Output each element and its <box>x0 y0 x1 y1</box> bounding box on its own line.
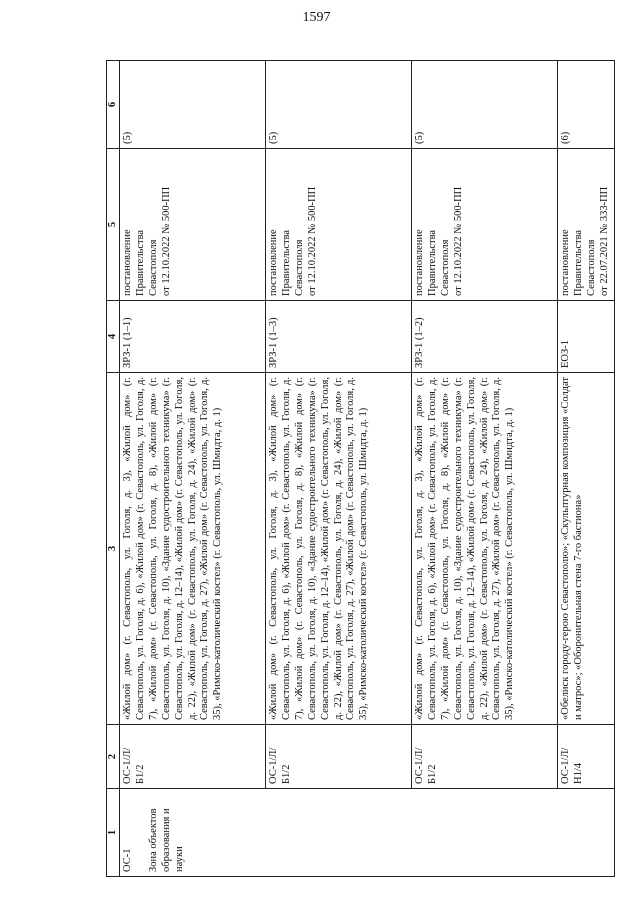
page-number: 1597 <box>302 10 331 25</box>
objects-cell: «Жилой дом» (г. Севастополь, ул. Гоголя, д. 3), «Жилой дом» (г. Севастополь, ул. Гоголя, д. 6), «Жилой дом» (г. Севастополь, ул. Гоголя, д. 7), «Жилой дом» (г. Севастополь, ул. Гоголя, д. 8), «Жилой дом» (г. Севастополь, ул. Гоголя, д. 10), «Здание судостроительного техникума» (г. Севастополь, ул. Гоголя, д. 12–14), «Жилой дом» (г. Севастополь, ул. Гоголя, д. 22), «Жилой дом» (г. Севастополь, ул. Гоголя, д. 24), «Жилой дом» (г. Севастополь, ул. Гоголя, д. 27), «Жилой дом» (г. Севастополь, ул. Гоголя, д. 35), «Римско-католический костел» (г. Севастополь, ул. Шмидта, д. 1) <box>266 373 412 725</box>
header-col-4: 4 <box>107 301 120 373</box>
regime-cell: ЗРЗ-1 (1–3) <box>266 301 412 373</box>
objects-cell: «Жилой дом» (г. Севастополь, ул. Гоголя, д. 3), «Жилой дом» (г. Севастополь, ул. Гоголя, д. 6), «Жилой дом» (г. Севастополь, ул. Гоголя, д. 7), «Жилой дом» (г. Севастополь, ул. Гоголя, д. 8), «Жилой дом» (г. Севастополь, ул. Гоголя, д. 10), «Здание судостроительного техникума» (г. Севастополь, ул. Гоголя, д. 12–14), «Жилой дом» (г. Севастополь, ул. Гоголя, д. 22), «Жилой дом» (г. Севастополь, ул. Гоголя, д. 24), «Жилой дом» (г. Севастополь, ул. Гоголя, д. 27), «Жилой дом» (г. Севастополь, ул. Гоголя, д. 35), «Римско-католический костел» (г. Севастополь, ул. Шмидта, д. 1) <box>412 373 558 725</box>
index-cell: ОС-1/Л/Б1/2 <box>412 725 558 789</box>
act-cell: постановление Правительства Севастополя от 12.10.2022 № 500-ПП <box>266 149 412 301</box>
zones-table <box>106 60 615 877</box>
note-cell: (6) <box>558 61 615 149</box>
table-row <box>266 61 412 877</box>
header-col-2: 2 <box>107 725 120 789</box>
header-col-6: 6 <box>107 61 120 149</box>
header-col-3: 3 <box>107 373 120 725</box>
objects-cell: «Жилой дом» (г. Севастополь, ул. Гоголя, д. 3), «Жилой дом» (г. Севастополь, ул. Гоголя, д. 6), «Жилой дом» (г. Севастополь, ул. Гоголя, д. 7), «Жилой дом» (г. Севастополь, ул. Гоголя, д. 8), «Жилой дом» (г. Севастополь, ул. Гоголя, д. 10), «Здание судостроительного техникума» (г. Севастополь, ул. Гоголя, д. 12–14), «Жилой дом» (г. Севастополь, ул. Гоголя, д. 22), «Жилой дом» (г. Севастополь, ул. Гоголя, д. 24), «Жилой дом» (г. Севастополь, ул. Гоголя, д. 27), «Жилой дом» (г. Севастополь, ул. Гоголя, д. 35), «Римско-католический костел» (г. Севастополь, ул. Шмидта, д. 1) <box>120 373 266 725</box>
zone-cell <box>120 789 615 877</box>
regime-cell: ЗРЗ-1 (1–1) <box>120 301 266 373</box>
objects-cell: «Обелиск городу-герою Севастополю»; «Скульптурная композиция «Солдат и матрос»; «Оборонительная стена 7-го бастиона» <box>558 373 615 725</box>
act-cell: постановление Правительства Севастополя от 12.10.2022 № 500-ПП <box>412 149 558 301</box>
note-cell: (5) <box>120 61 266 149</box>
note-cell: (5) <box>266 61 412 149</box>
act-cell: постановление Правительства Севастополя от 12.10.2022 № 500-ПП <box>120 149 266 301</box>
index-cell: ОС-1/Л/Б1/2 <box>120 725 266 789</box>
index-cell: ОС-1/Л/Б1/2 <box>266 725 412 789</box>
header-col-5: 5 <box>107 149 120 301</box>
table-header-row <box>107 61 120 877</box>
table-row <box>120 61 266 877</box>
table-row <box>558 61 615 877</box>
zone-name: Зона объектов образования и науки <box>147 808 185 872</box>
table-row <box>412 61 558 877</box>
act-cell: постановление Правительства Севастополя от 22.07.2021 № 333-ПП <box>558 149 615 301</box>
note-cell: (5) <box>412 61 558 149</box>
regime-cell: ЕОЗ-1 <box>558 301 615 373</box>
regime-cell: ЗРЗ-1 (1–2) <box>412 301 558 373</box>
header-col-1: 1 <box>107 789 120 877</box>
zone-code: ОС-1 <box>122 848 133 872</box>
index-cell: ОС-1/Л/Н1/4 <box>558 725 615 789</box>
rotated-table-container <box>106 61 610 877</box>
